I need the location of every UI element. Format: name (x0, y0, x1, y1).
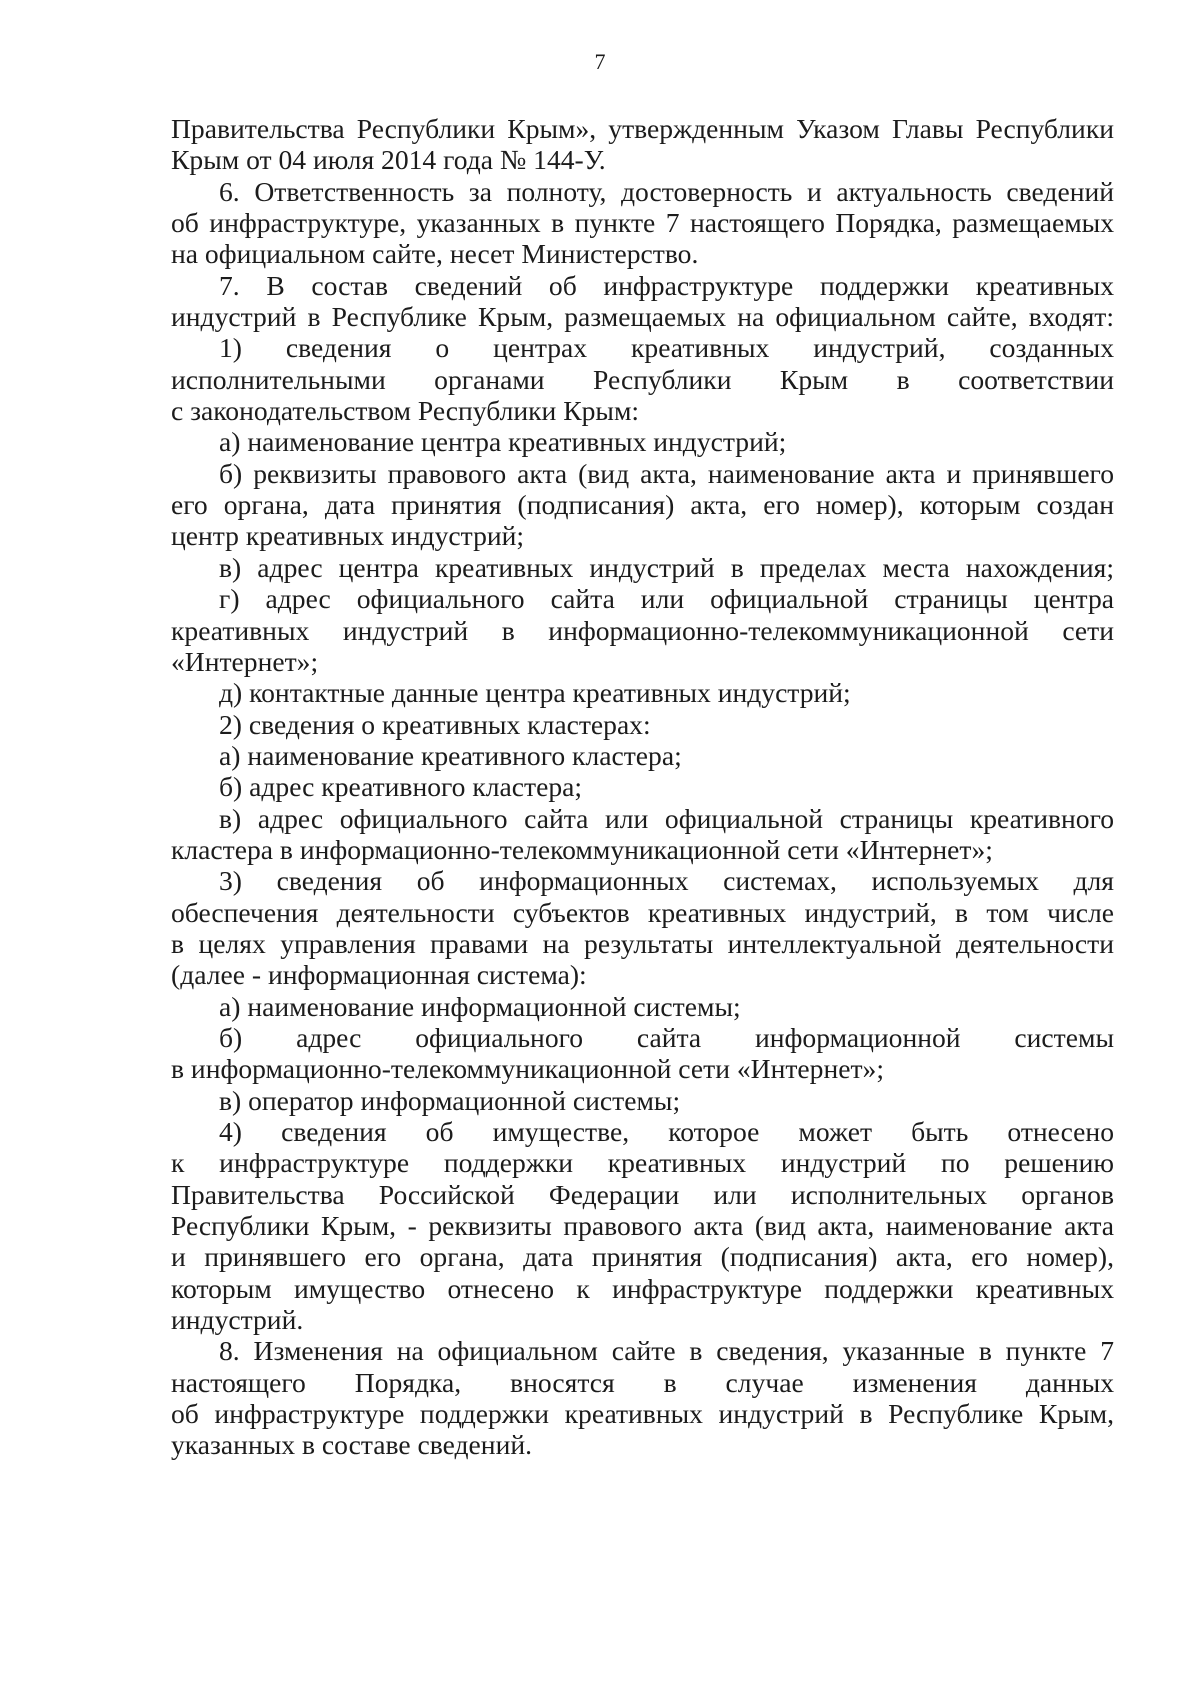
text-line: индустрий. (171, 1304, 304, 1336)
text-line: в информационно-телекоммуникационной сети «Интернет»; (171, 1053, 884, 1085)
text-line: исполнительными органами Республики Крым в соответствии (171, 363, 1114, 395)
text-line: Республики Крым, - реквизиты правового акта (вид акта, наименование акта (171, 1210, 1114, 1242)
text-line: Правительства Российской Федерации или исполнительных органов (171, 1178, 1114, 1210)
text-line: Крым от 04 июля 2014 года № 144-У. (171, 144, 606, 176)
text-line: на официальном сайте, несет Министерство. (171, 238, 699, 270)
text-line: об инфраструктуре поддержки креативных индустрий в Республике Крым, (171, 1398, 1114, 1430)
text-line: «Интернет»; (171, 645, 319, 677)
text-line: обеспечения деятельности субъектов креативных индустрий, в том числе (171, 896, 1114, 928)
text-line: а) наименование центра креативных индустрий; (219, 426, 787, 458)
text-line: настоящего Порядка, вносятся в случае изменения данных (171, 1366, 1114, 1398)
text-line: в) оператор информационной системы; (219, 1084, 681, 1116)
text-line: в) адрес центра креативных индустрий в пределах места нахождения; (219, 551, 1114, 583)
text-line: 1) сведения о центрах креативных индустрий, созданных (219, 332, 1114, 364)
text-line: в целях управления правами на результаты интеллектуальной деятельности (171, 927, 1114, 959)
text-line: указанных в составе сведений. (171, 1429, 532, 1461)
text-line: 3) сведения об информационных системах, используемых для (219, 865, 1114, 897)
text-line: кластера в информационно-телекоммуникационной сети «Интернет»; (171, 833, 993, 865)
text-line: 2) сведения о креативных кластерах: (219, 708, 651, 740)
text-line: д) контактные данные центра креативных индустрий; (219, 677, 851, 709)
text-line: Правительства Республики Крым», утвержденным Указом Главы Республики (171, 113, 1114, 144)
text-line: 4) сведения об имуществе, которое может быть отнесено (219, 1116, 1114, 1147)
text-line: 7. В состав сведений об инфраструктуре поддержки креативных (219, 269, 1114, 301)
text-line: к инфраструктуре поддержки креативных индустрий по решению (171, 1147, 1114, 1179)
text-line: б) реквизиты правового акта (вид акта, наименование акта и принявшего (219, 457, 1114, 489)
text-line: его органа, дата принятия (подписания) акта, его номер), которым создан (171, 489, 1114, 521)
text-line: б) адрес официального сайта информационной системы (219, 1021, 1114, 1053)
text-line: 6. Ответственность за полноту, достоверность и актуальность сведений (219, 175, 1114, 207)
text-line: с законодательством Республики Крым: (171, 395, 640, 427)
text-line: индустрий в Республике Крым, размещаемых на официальном сайте, входят: (171, 301, 1114, 333)
document-body (171, 113, 1114, 1461)
text-line: и принявшего его органа, дата принятия (подписания) акта, его номер), (171, 1241, 1114, 1273)
text-line: в) адрес официального сайта или официальной страницы креативного (219, 802, 1114, 834)
text-line: а) наименование информационной системы; (219, 990, 741, 1022)
page-number: 7 (594, 49, 606, 74)
text-line: а) наименование креативного кластера; (219, 739, 682, 771)
text-line: (далее - информационная система): (171, 959, 587, 991)
text-line: центр креативных индустрий; (171, 520, 525, 552)
text-line: которым имущество отнесено к инфраструктуре поддержки креативных (171, 1272, 1114, 1304)
text-line: об инфраструктуре, указанных в пункте 7 настоящего Порядка, размещаемых (171, 207, 1114, 239)
text-line: г) адрес официального сайта или официальной страницы центра (219, 583, 1114, 615)
text-line: креативных индустрий в информационно-телекоммуникационной сети (171, 614, 1114, 646)
text-line: б) адрес креативного кластера; (219, 771, 583, 803)
text-line: 8. Изменения на официальном сайте в сведения, указанные в пункте 7 (219, 1335, 1114, 1367)
